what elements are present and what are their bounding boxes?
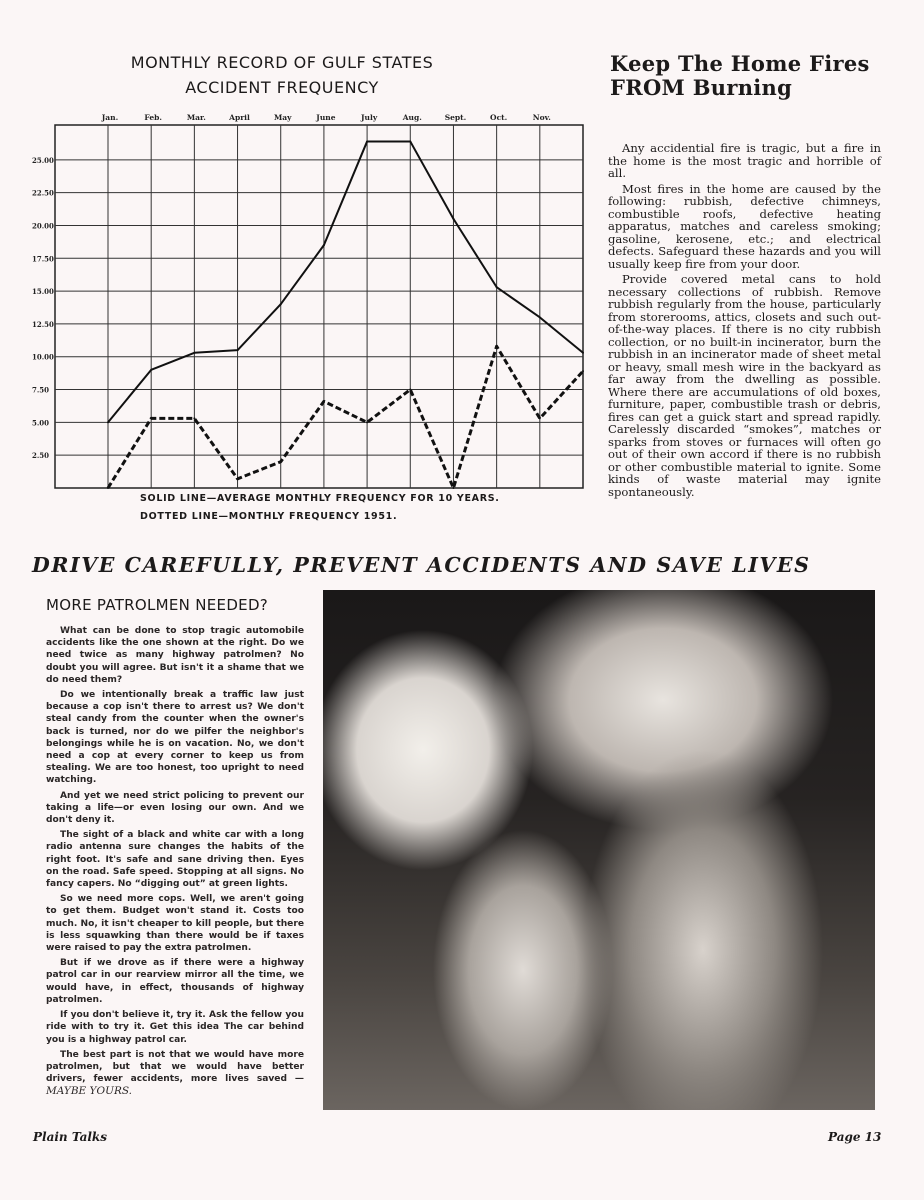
data-point	[496, 345, 498, 347]
x-tick-label: April	[229, 113, 250, 122]
y-tick-label: 10.00	[32, 352, 54, 362]
y-tick-label: 15.00	[32, 287, 54, 297]
x-tick-label: Feb.	[144, 113, 162, 122]
x-tick-label: June	[316, 113, 336, 122]
car-wreck-photo	[323, 590, 875, 1110]
x-tick-label: Mar.	[186, 113, 206, 122]
safety-banner: DRIVE CAREFULLY, PREVENT ACCIDENTS AND SAVE LIVES	[32, 553, 811, 577]
y-tick-label: 17.50	[32, 254, 54, 264]
patrol-paragraph: What can be done to stop tragic automobile accidents like the one shown at the right. Do we need twice as many highway patrolmen? No doubt you will agree. But isn't it a shame that we do need them?	[46, 626, 304, 685]
x-tick-label: July	[360, 113, 378, 122]
data-point	[452, 218, 454, 220]
patrol-closing: MAYBE YOURS.	[46, 1085, 133, 1098]
chart-frame	[55, 125, 583, 488]
data-point	[409, 140, 411, 142]
fire-article-title: Keep The Home Fires FROM Burning	[610, 51, 870, 100]
x-tick-label: Oct.	[490, 113, 508, 122]
patrol-paragraph: Do we intentionally break a traffic law just because a cop isn't there to arrest us? We don't steal candy from the counter when the owner's back is turned, nor do we pilfer the neighbor's belongings while he is on vacation. No, we don't need a cop at every corner to keep us from stealing. We are too honest, too upright to need watching.	[46, 690, 304, 786]
data-point	[366, 140, 368, 142]
patrol-paragraph	[46, 1049, 304, 1099]
fire-paragraph: Most fires in the home are caused by the following: rubbish, defective chimneys, combustible roofs, defective heating apparatus, matches and careless smoking; gasoline, kerosene, etc.; and electrical defects. Safeguard these hazards and you will usually keep fire from your door.	[608, 181, 881, 271]
patrol-paragraph: If you don't believe it, try it. Ask the fellow you ride with to try it. Get this idea The car behind you is a highway patrol car.	[46, 1010, 304, 1045]
y-tick-label: 7.50	[32, 385, 50, 395]
data-point	[237, 478, 239, 480]
data-point	[452, 487, 454, 489]
patrol-paragraph: So we need more cops. Well, we aren't going to get them. Budget won't stand it. Costs too much. No, it isn't cheaper to kill people, but there is less squawking than there would be if taxes were raised to pay the extra patrolmen.	[46, 894, 304, 954]
patrol-paragraph: And yet we need strict policing to prevent our taking a life—or even losing our own. And we don't deny it.	[46, 790, 304, 826]
data-point	[366, 421, 368, 423]
data-point	[539, 316, 541, 318]
fire-article-body	[608, 142, 881, 501]
y-tick-label: 2.50	[32, 451, 50, 461]
x-tick-label: Nov.	[532, 113, 551, 122]
chart-title-line1: MONTHLY RECORD OF GULF STATES	[130, 53, 434, 72]
y-tick-label: 5.00	[32, 418, 50, 428]
footer-page-number: Page 13	[828, 1130, 882, 1144]
data-point	[237, 349, 239, 351]
y-tick-label: 25.00	[32, 155, 54, 165]
data-point	[150, 417, 152, 419]
data-point	[323, 244, 325, 246]
data-point	[323, 400, 325, 402]
fire-paragraph: Any accidential fire is tragic, but a fire in the home is the most tragic and horrible of all.	[608, 141, 881, 180]
data-point	[582, 352, 584, 354]
data-point	[496, 286, 498, 288]
footer-publication: Plain Talks	[33, 1130, 108, 1144]
series-line-10yr-average	[108, 141, 583, 422]
accident-frequency-chart	[0, 0, 600, 530]
y-tick-label: 12.50	[32, 319, 54, 329]
data-point	[280, 461, 282, 463]
chart-caption-dotted: DOTTED LINE—MONTHLY FREQUENCY 1951.	[140, 511, 398, 522]
y-tick-label: 22.50	[32, 188, 54, 198]
patrol-last-text: The best part is not that we would have more patrolmen, but that we would have better drivers, fewer accidents, more lives saved —	[46, 1049, 304, 1085]
data-point	[280, 303, 282, 305]
series-line-1951	[108, 346, 583, 488]
data-point	[193, 417, 195, 419]
x-tick-label: Aug.	[402, 113, 422, 122]
x-tick-label: May	[273, 113, 292, 122]
patrol-article-body	[46, 625, 304, 1102]
data-point	[150, 369, 152, 371]
data-point	[582, 370, 584, 372]
patrol-article-title: MORE PATROLMEN NEEDED?	[46, 596, 269, 614]
data-point	[409, 389, 411, 391]
chart-title-line2: ACCIDENT FREQUENCY	[185, 78, 379, 97]
patrol-paragraph: But if we drove as if there were a highway patrol car in our rearview mirror all the time, we would have, in effect, thousands of highway patrolmen.	[46, 958, 304, 1005]
x-tick-label: Jan.	[101, 113, 119, 122]
chart-caption-solid: SOLID LINE—AVERAGE MONTHLY FREQUENCY FOR 10 YEARS.	[140, 493, 500, 504]
patrol-paragraph: The sight of a black and white car with a long radio antenna sure changes the habits of the right foot. It's safe and sane driving then. Eyes on the road. Safe speed. Stopping at all signs. No fancy capers. No “digging out” at green lights.	[46, 830, 304, 890]
data-point	[193, 352, 195, 354]
y-tick-label: 20.00	[32, 221, 54, 231]
data-point	[107, 421, 109, 423]
data-point	[539, 417, 541, 419]
data-point	[107, 487, 109, 489]
fire-paragraph: Provide covered metal cans to hold necessary collections of rubbish. Remove rubbish regularly from the house, particularly from storerooms, attics, closets and such out-of-the-way places. If there is no city rubbish collection, or no built-in incinerator, burn the rubbish in an incinerator made of sheet metal or heavy, small mesh wire in the backyard as far away from the dwelling as possible. Where there are accumulations of old boxes, furniture, paper, combustible trash or debris, fires can get a guick start and spread rapidly. Carelessly discarded “smokes”, matches or sparks from stoves or furnaces will often go out of their own accord if there is no rubbish or other combustible material to ignite. Some kinds of waste material may ignite spontaneously.	[608, 272, 881, 499]
x-tick-label: Sept.	[444, 113, 467, 122]
